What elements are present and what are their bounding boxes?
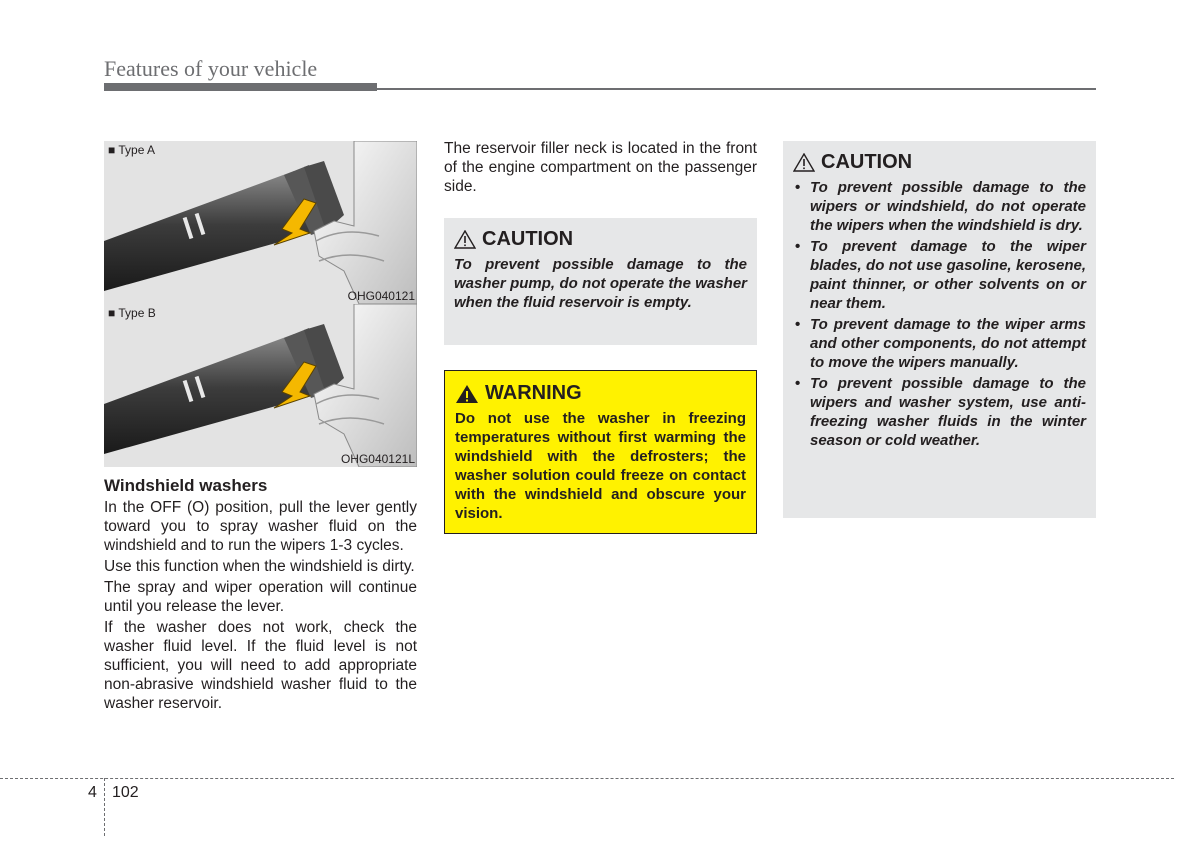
caution-triangle-icon: [793, 153, 815, 172]
paragraph: If the washer does not work, check the washer fluid level. If the fluid level is not sufficient, you will need to add appropriate non-abrasive windshield washer fluid to the washer reservoir.: [104, 619, 417, 712]
figure-type-b: [104, 304, 417, 467]
list-item: • To prevent damage to the wiper arms and other components, do not attempt to move the wipers manually.: [793, 315, 1086, 372]
caution-box-washer-pump: [444, 218, 757, 345]
caution-title: CAUTION: [482, 228, 574, 250]
figure-code: OHG040121: [347, 289, 415, 303]
wiper-lever-illustration: [104, 304, 417, 467]
header-rule-thin: [377, 88, 1096, 90]
warning-box-freezing: [444, 370, 757, 534]
caution-box-wipers: [783, 141, 1096, 518]
chapter-number: 4: [88, 784, 97, 801]
figure-type-label: ■ Type A: [108, 143, 156, 157]
footer-divider: [104, 778, 105, 836]
figure-type-label: ■ Type B: [108, 306, 156, 320]
footer-rule: [0, 778, 1174, 779]
list-item: • To prevent possible damage to the wipers and washer system, use anti-freezing washer fluids in the winter season or cold weather.: [793, 374, 1086, 450]
figure-code: OHG040121L: [340, 452, 415, 466]
figure-type-a: [104, 141, 417, 304]
reservoir-location-text: The reservoir filler neck is located in the front of the engine compartment on the passenger side.: [444, 140, 757, 195]
list-item: • To prevent damage to the wiper blades, do not use gasoline, kerosene, paint thinner, or other solvents on or near them.: [793, 237, 1086, 313]
paragraph: Use this function when the windshield is dirty.: [104, 558, 415, 575]
page-number: 102: [112, 784, 139, 801]
wiper-lever-illustration: [104, 141, 417, 304]
list-item: • To prevent possible damage to the wipers or windshield, do not operate the wipers when the windshield is dry.: [793, 178, 1086, 235]
warning-title: WARNING: [485, 382, 582, 404]
caution-triangle-icon: [454, 230, 476, 249]
paragraph: The spray and wiper operation will continue until you release the lever.: [104, 579, 417, 615]
caution-title: CAUTION: [821, 151, 913, 173]
warning-triangle-icon: [455, 384, 479, 404]
paragraph: In the OFF (O) position, pull the lever gently toward you to spray washer fluid on the windshield and to run the wipers 1-3 cycles.: [104, 499, 417, 554]
header-rule-thick: [104, 83, 377, 91]
caution-body: To prevent possible damage to the washer pump, do not operate the washer when the fluid reservoir is empty.: [454, 256, 747, 311]
warning-body: Do not use the washer in freezing temperatures without first warming the windshield with the defrosters; the washer solution could freeze on contact with the windshield and obscure your vision.: [455, 410, 746, 522]
section-heading: Windshield washers: [104, 476, 268, 495]
caution-list: [793, 178, 1086, 450]
page-header-title: Features of your vehicle: [104, 56, 318, 81]
windshield-washers-section: [104, 476, 417, 715]
